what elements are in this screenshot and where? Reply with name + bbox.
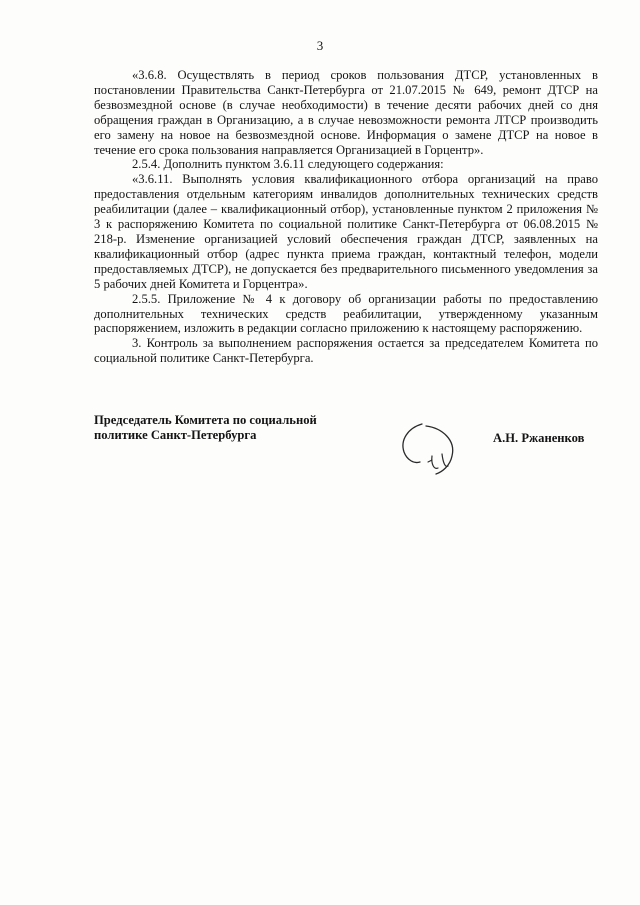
signatory-title — [94, 413, 344, 443]
signatory-title-line-1: Председатель Комитета по социальной — [94, 413, 317, 427]
handwritten-signature — [398, 418, 460, 478]
paragraph-3-6-11: «3.6.11. Выполнять условия квалификационного отбора организаций на право предоставления отдельным категориям инвалидов дополнительных технических средств реабилитации (далее – квалификационный отбор), установленные пунктом 2 приложения № 3 к распоряжению Комитета по социальной политике Санкт-Петербурга от 06.08.2015 № 218-р. Изменение организацией условий обеспечения граждан ДТСР, заявленных на квалификационный отбор (адрес пункта приема граждан, контактный телефон, модели предоставляемых ДТСР), не допускается без предварительного письменного уведомления за 5 рабочих дней Комитета и Горцентра». — [94, 172, 598, 291]
page-number: 3 — [316, 38, 324, 53]
paragraph-2-5-4: 2.5.4. Дополнить пунктом 3.6.11 следующего содержания: — [132, 157, 444, 172]
signatory-title-line-2: политике Санкт-Петербурга — [94, 428, 257, 442]
body-text — [94, 68, 598, 366]
paragraph-2-5-5: 2.5.5. Приложение № 4 к договору об организации работы по предоставлению дополнительных технических средств реабилитации, утвержденному указанным распоряжением, изложить в редакции согласно приложению к настоящему распоряжению. — [94, 291, 598, 336]
signer-name: А.Н. Ржаненков — [493, 431, 585, 445]
paragraph-3-6-8: «3.6.8. Осуществлять в период сроков пользования ДТСР, установленных в постановлении Правительства Санкт-Петербурга от 21.07.2015 № 649, ремонт ДТСР на безвозмездной основе (в случае необходимости) в течение десяти рабочих дней со дня обращения граждан в Организацию, а в случае невозможности ремонта ЛТСР производить его замену на новое на безвозмездной основе. Информация о замене ДТСР на новое в течение его срока пользования направляется Организацией в Горцентр». — [94, 68, 598, 157]
paragraph-3: 3. Контроль за выполнением распоряжения остается за председателем Комитета по социальной политике Санкт-Петербурга. — [94, 336, 598, 366]
